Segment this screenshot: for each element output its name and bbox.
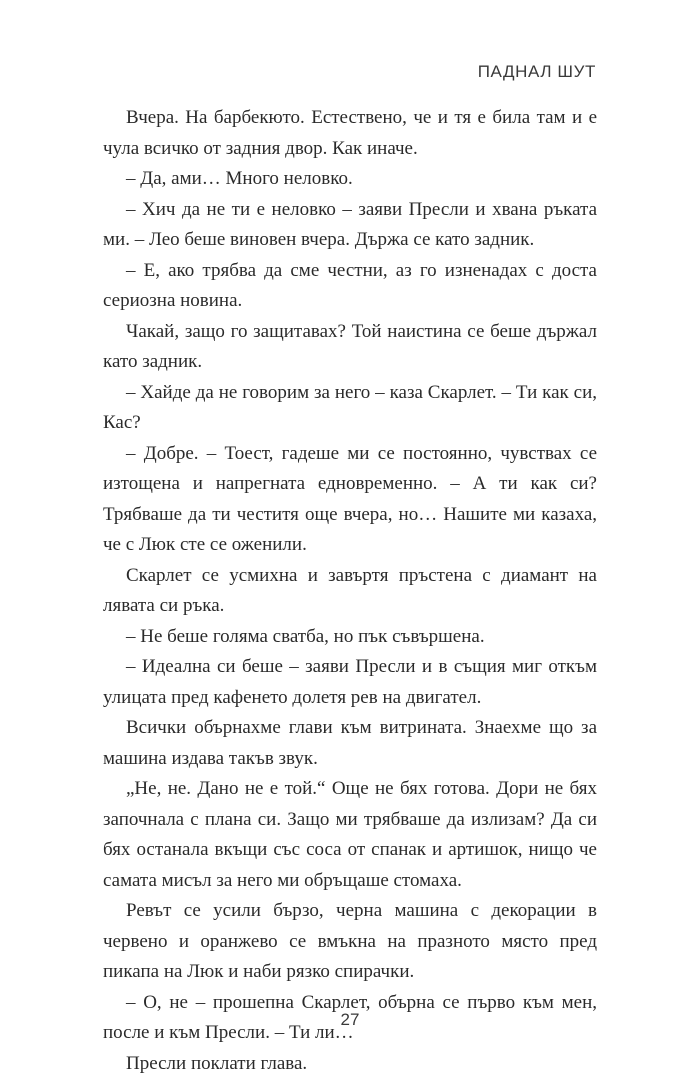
paragraph: Ревът се усили бързо, черна машина с декорации в червено и оранжево се вмъкна на празното място пред пикапа на Люк и наби рязко спирачки. (103, 900, 597, 982)
paragraph: – Е, ако трябва да сме честни, аз го изненадах с доста сериозна новина. (103, 259, 597, 311)
paragraph: Вчера. На барбекюто. Естествено, че и тя е била там и е чула всичко от задния двор. Как иначе. (103, 107, 597, 159)
paragraph: „Не, не. Дано не е той.“ Още не бях готова. Дори не бях започнала с плана си. Защо ми трябваше да излизам? Да си бях останала вкъщи със соса от спанак и артишок, нищо че самата мисъл за него ми обръщаше стомаха. (103, 778, 597, 891)
paragraph: – Хайде да не говорим за него – каза Скарлет. – Ти как си, Кас? (103, 381, 597, 433)
paragraph: Всички обърнахме глави към витрината. Знаехме що за машина издава такъв звук. (103, 717, 597, 769)
paragraph: – О, не – прошепна Скарлет, обърна се първо към мен, после и към Пресли. – Ти ли… (103, 991, 597, 1043)
page-number: 27 (340, 1010, 360, 1029)
paragraph: Пресли поклати глава. (126, 1052, 308, 1074)
paragraph: Чакай, защо го защитавах? Той наистина се беше държал като задник. (103, 320, 597, 372)
paragraph: – Идеална си беше – заяви Пресли и в същия миг откъм улицата пред кафенето долетя рев на двигател. (103, 656, 597, 708)
text-block (103, 103, 597, 1079)
paragraph: Скарлет се усмихна и завъртя пръстена с диамант на лявата си ръка. (103, 564, 597, 616)
paragraph: – Да, ами… Много неловко. (126, 168, 353, 189)
paragraph: – Хич да не ти е неловко – заяви Пресли и хвана ръката ми. – Лео беше виновен вчера. Държа се като задник. (103, 198, 597, 250)
paragraph: – Добре. – Тоест, гадеше ми се постоянно, чувствах се изтощена и напрегната едновременно. – А ти как си? Трябваше да ти честитя още вчера, но… Нашите ми казаха, че с Люк сте се оженили. (103, 442, 597, 555)
paragraph: – Не беше голяма сватба, но пък съвършена. (126, 625, 485, 647)
running-header: ПАДНАЛ ШУТ (477, 62, 596, 81)
